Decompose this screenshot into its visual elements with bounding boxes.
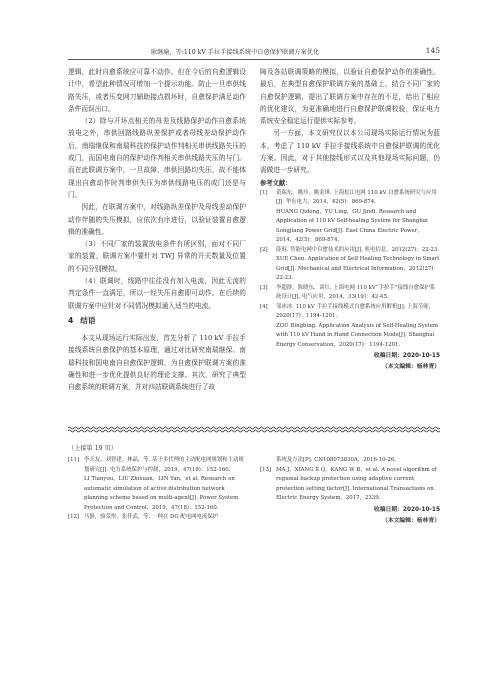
reference-text: XUE Chen. Application of Self Healing Technology in Smart Grid[J]. Mechanical and Electrical Information，2012(27)：22-23. <box>276 256 440 282</box>
editor-note: （本文编辑：杨林青） <box>382 517 440 524</box>
reference-text: 李天友，刘智建，林晶，等. 基于多代理的主动配电网规划和主动规划研究[J]. 电力系统保护与控制，2019，47(18)：152-160. <box>84 457 244 473</box>
bottom-left-references <box>68 456 246 523</box>
reference-item <box>260 456 440 466</box>
continued-label: （上接第 19 页） <box>68 445 117 452</box>
reference-text: 黄瑞东，姚玲，姚金琪. 上海松江电网 110 kV 自愈系统研究与应用[J]. 华东电力，2014，42(5)：869-874. <box>276 189 437 206</box>
right-column <box>260 66 440 372</box>
reference-number: [13] <box>260 466 272 473</box>
reference-text: 薛琨. 智能电网中自愈技术的应用[J]. 机电信息，2012(27)：22-23. <box>276 246 440 253</box>
editor-note: （本文编辑：杨林青） <box>382 364 440 371</box>
reference-text: LI Tianyou，LIU Zhixuan，LIN Yan，et al. Research on automatic simulation of active distribution network planning scheme based on multi-agent[J]. Power System Protection and Control，2019，47(18)：152-160. <box>84 476 239 511</box>
reference-item <box>260 466 440 504</box>
references-heading: 参考文献： <box>260 179 292 187</box>
reference-item <box>260 284 440 303</box>
section-heading <box>68 315 246 327</box>
left-column <box>68 66 246 393</box>
reference-text: MA J，XIANG X Q，KANG W B，et al. A novel algorithm of regional backup protection using adaptive current protection setting factor[J]. International Transactions on Electric Energy System，2017，2339. <box>276 466 437 501</box>
reference-item <box>260 246 440 284</box>
reference-text: 邹冰冰. 110 kV 手拉手接线模式自愈系统应用解析[J]. 上海节能，2020(17)：1194-1201. <box>276 303 435 320</box>
paragraph: 障及各站联调策略的模拟，以验证自愈保护动作的准确性。最后，在典型自愈保护联调方案的基础上，结合不同厂家的自愈保护逻辑，提出了联调方案中存在的不足，给出了相应的优化建议，为更准确地进行自愈保护联调校验，保证电力系统安全稳定运行提供实际参考。 <box>260 68 440 126</box>
received-date: 收稿日期：2020-10-15 <box>373 506 440 513</box>
paragraph: 本文从现场运行实际出发，首先分析了 110 kV 手拉手接线系统自愈保护的基本原理，通过对比研究南瑞继保、南瑞科技和国电南自自愈保护逻辑，为自愈保护联调方案的准确性和进一步优化提供良好的理论支撑。其次，研究了典型自愈系统的联调方案，并对四站联调系统进行了故 <box>68 333 246 392</box>
section-title: 结语 <box>80 315 96 325</box>
reference-item <box>68 513 246 523</box>
paragraph: （4）联调时，线路中往往没有加入电流，因此无流的判定条件一直满足，所以一经失压自愈即可动作。在后续的联调方案中应针对不同情况模拟通入适当的电流。 <box>68 277 246 310</box>
reference-item <box>260 189 440 246</box>
wavy-divider <box>68 425 440 433</box>
paragraph: （3）不同厂家的装置放电条件有所区别，面对不同厂家的装置，联调方案中要针对 TWJ 异常的开关数量及位置的不同分别模拟。 <box>68 240 246 273</box>
reference-text: 马静，骆荥彤，张佳武，等. 一种在 DG 配电网电流保护 <box>84 514 219 520</box>
bottom-right-references <box>260 456 440 526</box>
reference-number: [2] <box>260 246 268 253</box>
paragraph: （2）除与开环点相关的母差及线路保护动作自愈系统放电之外，串供回路线路纵差保护或者母线差动保护动作后，南瑞继保和南瑞科技的保护动作判相关串供线路失压的或门，而国电南自的保护动作判相关串供线路失压的与门。而在此联调方案中，一旦故障，串供回路均失压，故不能体现出自愈动作时判串供失压为串供线路电压的或门还是与门。 <box>68 117 246 199</box>
reference-text: ZOU Bingbing. Application Analysis of Self-Healing System with 110 kV Hand in Hand Connection Mode[J]. Shanghai Energy Conservation，2020(17)：1194-1201. <box>276 322 439 348</box>
paragraph: 因此，在联调方案中，对线路纵差保护及母线差动保护动作伴随的失压模拟，应依次有序进行，以验证装置自愈逻辑的准确性。 <box>68 203 246 236</box>
header-rule <box>68 59 440 60</box>
reference-item <box>68 456 246 513</box>
reference-number: [4] <box>260 303 268 310</box>
reference-number: [12] <box>68 514 80 520</box>
reference-number: [11] <box>68 457 80 463</box>
received-date: 收稿日期：2020-10-15 <box>373 353 440 360</box>
section-number: 4 <box>68 315 74 325</box>
running-title: 耿继瑜，等:110 kV 手拉手接线系统中自愈保护联调方案优化 <box>150 49 320 56</box>
reference-number: [3] <box>260 284 268 291</box>
paragraph: 逻辑，此时自愈系统应可靠不动作。但在今后的自愈逻辑设计中，希望此种情况可增加一个提示功能。防止一旦串供线路失压，或者压变网刀辅助接点损坏时，自愈保护满足动作条件而误出口。 <box>68 68 246 113</box>
reference-text: HUANG Qidong，YU Ling，GU Jindi. Research and Application of 110 kV Self-healing System for Shanghai Songjiang Power Grid[J]. East China Electric Power，2014，42(5)：869-874. <box>276 208 428 244</box>
reference-text: 李超群，陈晓东，谈红. 上海电网 110 kV“手拉手”接线自愈保护系统设计[J]. 电气应用，2014，33(19)：42-45. <box>276 284 436 301</box>
page-number: 145 <box>425 46 440 55</box>
reference-number: [1] <box>260 189 268 196</box>
paragraph: 另一方面，本文研究仅以本公司现场实际运行情况为蓝本，考虑了 110 kV 手拉手接线系统中自愈保护联调的优化方案。因此，对于其他接线形式以及其他现场实际问题，仍需做进一步研究。 <box>260 129 440 175</box>
reference-text: 系统及方法[P]. CN108073830A，2016-10-26. <box>276 457 396 463</box>
reference-item <box>260 303 440 351</box>
page-header <box>68 47 440 57</box>
